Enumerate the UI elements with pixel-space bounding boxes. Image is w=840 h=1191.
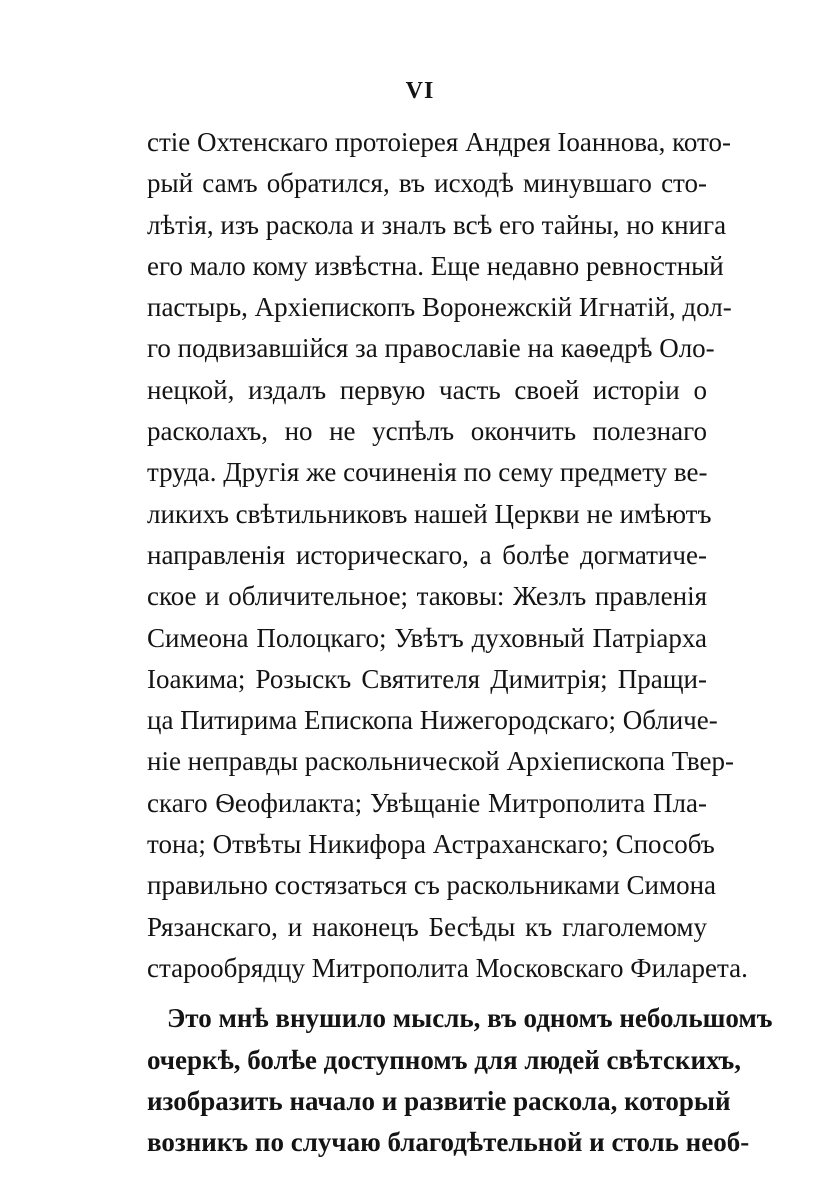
text-line: расколахъ, но не успѣлъ окончить полезнаго (147, 416, 707, 447)
text-line: его мало кому извѣстна. Еще недавно ревностный (147, 250, 724, 281)
text-line: го подвизавшійся за православіе на каѳедрѣ Оло- (147, 333, 715, 364)
text-line: Рязанскаго, и наконецъ Бесѣды къ глаголемому (147, 911, 707, 942)
text-line: старообрядцу Митрополита Московскаго Филарета. (147, 952, 748, 983)
text-line: ское и обличительное; таковы: Жезлъ правленія (147, 581, 707, 612)
text-line: Это мнѣ внушило мысль, въ одномъ небольшомъ (167, 1003, 773, 1034)
body-text (147, 122, 773, 1163)
text-line: направленія историческаго, а болѣе догматиче- (147, 539, 707, 570)
text-line: тона; Отвѣты Никифора Астраханскаго; Способъ (147, 829, 715, 860)
text-line: пастырь, Архіепископъ Воронежскій Игнатій, дол- (147, 292, 732, 323)
text-line: рый самъ обратился, въ исходѣ минувшаго сто- (147, 168, 707, 199)
text-line: скаго Ѳеофилакта; Увѣщаніе Митрополита Пла- (147, 787, 707, 818)
text-line: очеркѣ, болѣе доступномъ для людей свѣтскихъ, (147, 1044, 741, 1075)
text-line: ца Питирима Епископа Нижегородскаго; Обличе- (147, 705, 718, 736)
text-line: возникъ по случаю благодѣтельной и столь необ- (147, 1127, 750, 1158)
text-line: ніе неправды раскольнической Архіепископа Твер- (147, 746, 734, 777)
text-line: лѣтія, изъ раскола и зналъ всѣ его тайны, но книга (147, 209, 727, 240)
text-line: правильно состязаться съ раскольниками Симона (147, 870, 717, 901)
paragraph-gap (147, 989, 707, 998)
paragraph (147, 122, 748, 989)
text-line: труда. Другія же сочиненія по сему предмету ве- (147, 457, 708, 488)
text-line: Іоакима; Розыскъ Святителя Димитрія; Пращи- (147, 663, 707, 694)
text-line: нецкой, издалъ первую часть своей исторіи о (147, 374, 707, 405)
page-number: VI (405, 78, 435, 104)
text-line: изобразить начало и развитіе раскола, который (147, 1085, 731, 1116)
text-line: Симеона Полоцкаго; Увѣтъ духовный Патріарха (147, 622, 707, 653)
text-line: ликихъ свѣтильниковъ нашей Церкви не имѣютъ (147, 498, 712, 529)
text-line: стіе Охтенскаго протоіерея Андрея Іоаннова, кото- (147, 127, 731, 157)
paragraph (147, 998, 773, 1163)
